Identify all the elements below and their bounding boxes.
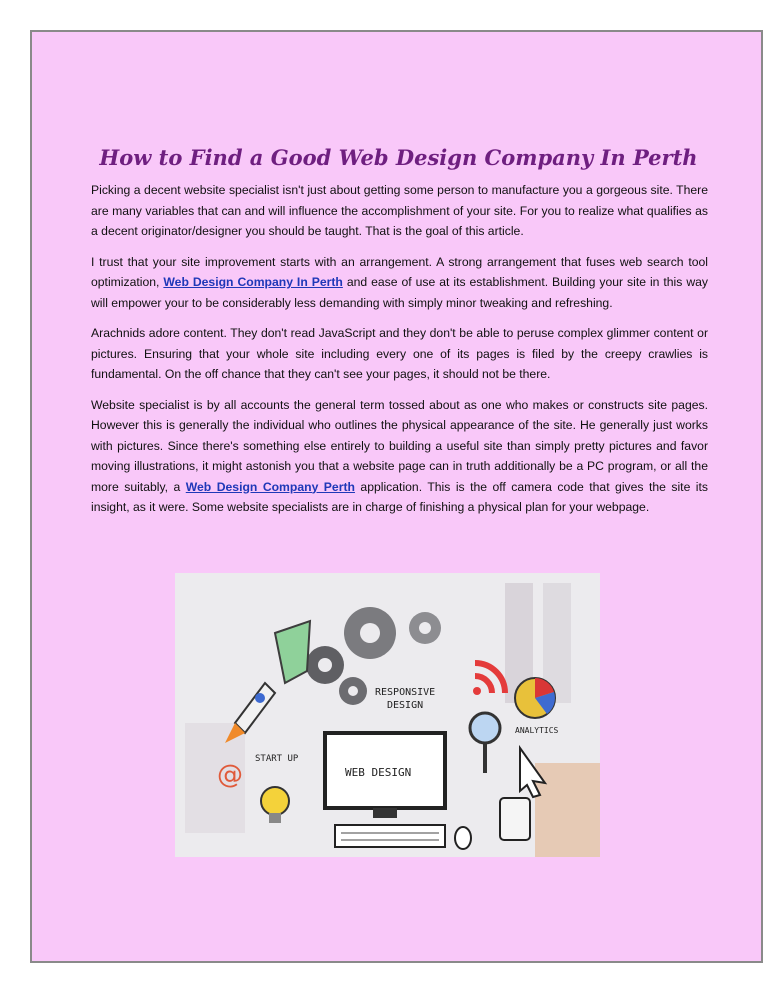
label-analytics: ANALYTICS — [515, 726, 559, 735]
document-page — [30, 30, 763, 963]
label-design: DESIGN — [387, 700, 424, 711]
background-desk-shape — [535, 763, 600, 857]
paragraph-4-before: Website specialist is by all accounts the general term tossed about as one who makes or constructs site pages. However this is generally the individual who outlines the physical appearance of the site. He generally just works with pictures. Since there's something else entirely to building a useful site than simply pretty pictures and favor moving illustrations, it might astonish you that a website page can in truth additionally be a PC program, or all the more suitably, a — [91, 397, 708, 494]
label-start-up: START UP — [255, 754, 299, 764]
mouse-icon — [455, 827, 471, 849]
gear-icon — [306, 646, 344, 684]
paragraph-2 — [91, 252, 708, 314]
paragraph-3 — [91, 323, 708, 385]
at-sign-icon: @ — [217, 760, 243, 790]
link-web-design-company-in-perth[interactable]: Web Design Company In Perth — [163, 275, 343, 289]
label-responsive: RESPONSIVE — [375, 687, 436, 698]
page-title: How to Find a Good Web Design Company In Perth — [99, 145, 698, 170]
paragraph-3-text: Arachnids adore content. They don't read JavaScript and they don't be able to peruse complex glimmer content or pictures. Ensuring that your whole site including every one of its pages is filed by the creepy crawlies is fundamental. On the off chance that they can't see your pages, it should not be there. — [91, 326, 708, 381]
link-web-design-company-perth[interactable]: Web Design Company Perth — [185, 479, 355, 494]
illustration-svg — [175, 573, 600, 857]
gear-icon — [339, 677, 367, 705]
phone-icon — [500, 798, 530, 840]
web-design-illustration — [175, 573, 600, 857]
paragraph-2-after: and ease of use at its establishment. Building your site in this way will empower your to be considerably less demanding with simply minor tweaking and refreshing. — [91, 275, 708, 310]
label-web-design: WEB DESIGN — [345, 766, 412, 779]
paragraph-1 — [91, 180, 708, 242]
paragraph-4-after: application. This is the off camera code that gives the site its insight, as it were. Some website specialists are in charge of finishing a physical plan for your webpage. — [91, 479, 708, 514]
keyboard-icon — [335, 825, 445, 847]
gear-icon — [344, 607, 396, 659]
pie-chart-icon — [515, 678, 555, 718]
gear-icon — [409, 612, 441, 644]
paragraph-2-before: I trust that your site improvement starts with an arrangement. A strong arrangement that fuses web search tool optimization, — [91, 254, 708, 289]
article-body — [91, 180, 708, 528]
paragraph-1-text: Picking a decent website specialist isn't just about getting some person to manufacture you a gorgeous site. There are many variables that can and will influence the accomplishment of your site. For you to realize what qualifies as a decent originator/designer you should be taught. That is the goal of this article. — [91, 183, 708, 238]
paragraph-4 — [91, 395, 708, 518]
